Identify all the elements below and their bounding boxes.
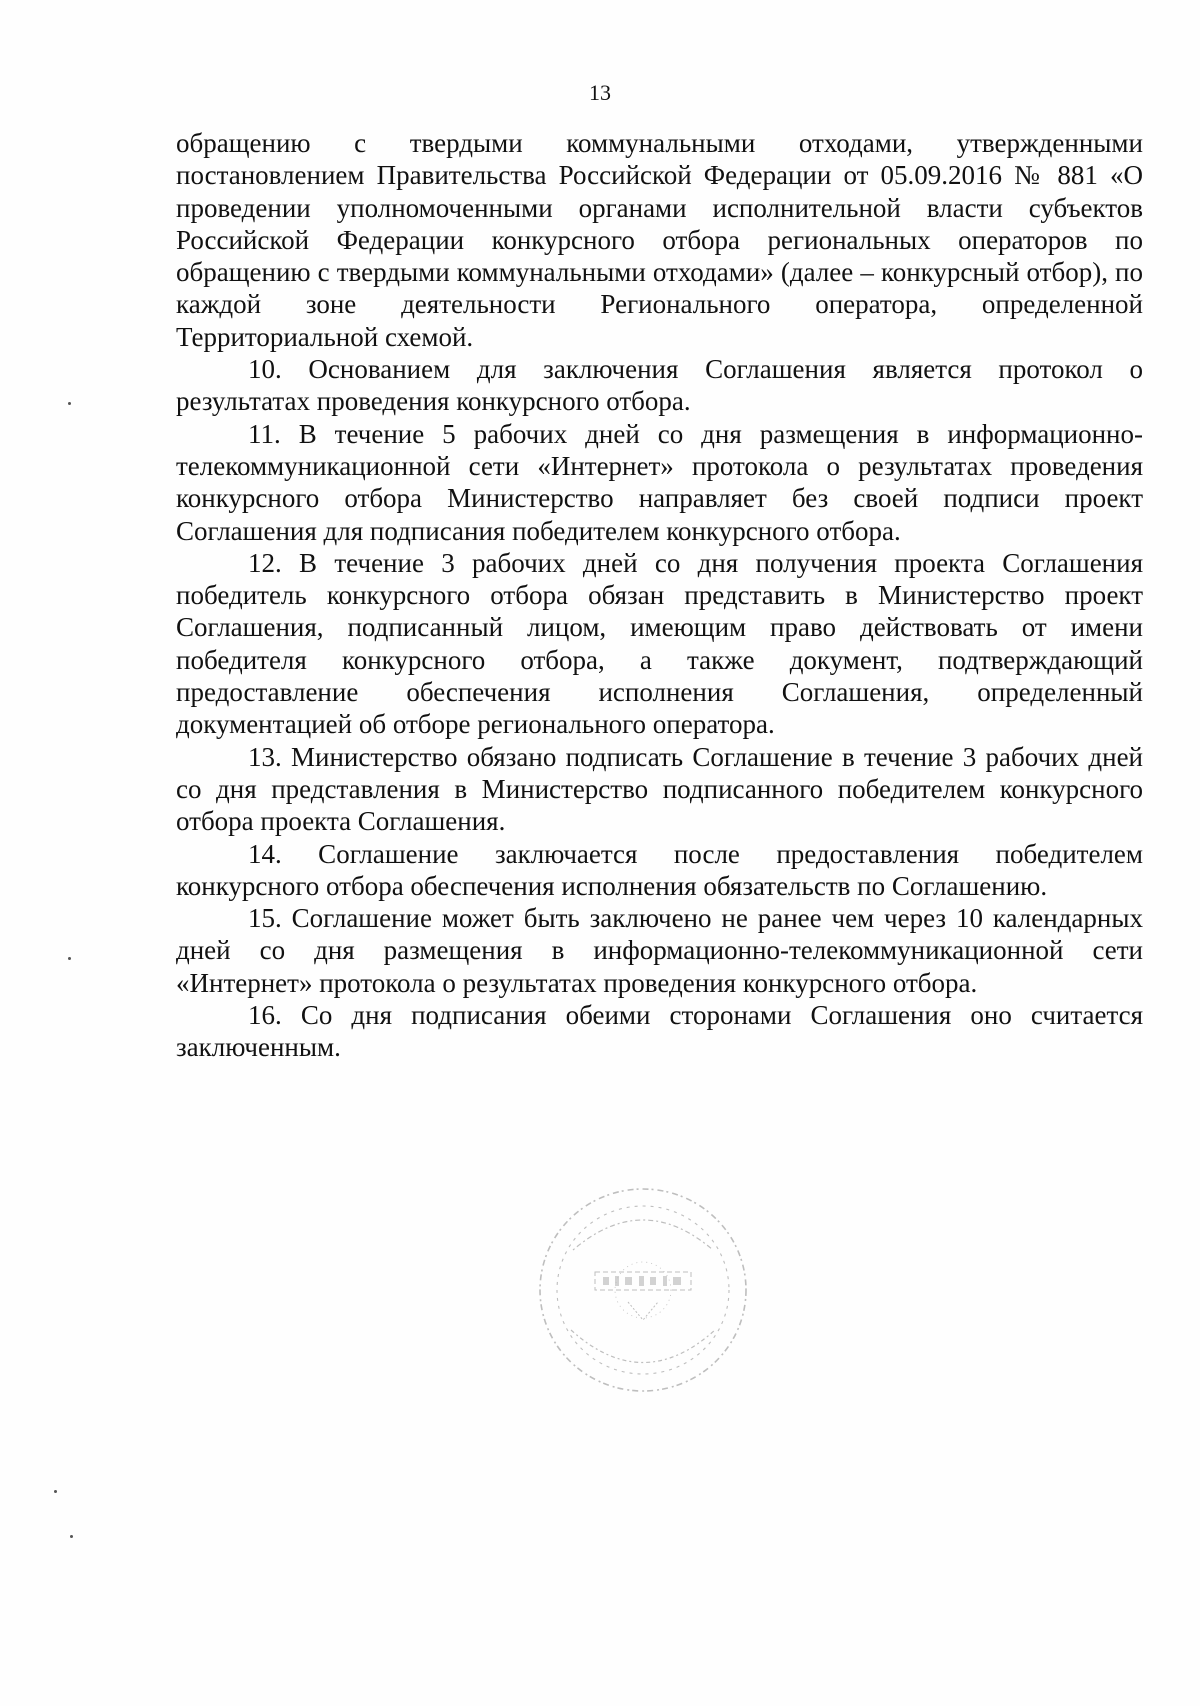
- first-line-word: с: [354, 128, 367, 158]
- scan-artifact-dot: [54, 1490, 57, 1493]
- first-line-word: коммунальными: [566, 128, 756, 158]
- document-body: [176, 127, 1143, 1064]
- first-line: [176, 127, 1143, 159]
- paragraph-13: 13. Министерство обязано подписать Соглашение в течение 3 рабочих дней со дня представления в Министерство подписанного победителем конкурсного отбора проекта Соглашения.: [176, 741, 1143, 837]
- first-line-word: отходами,: [798, 128, 914, 158]
- paragraph-10: 10. Основанием для заключения Соглашения является протокол о результатах проведения конкурсного отбора.: [176, 354, 1143, 417]
- page-number: 13: [589, 80, 611, 105]
- continuation-paragraph: постановлением Правительства Российской Федерации от 05.09.2016 № 881 «О проведении уполномоченными органами исполнительной власти субъектов Российской Федерации конкурсного отбора региональных операторов по обращению с твердыми коммунальными отходами» (далее – конкурсный отбор), по каждой зоне деятельности Регионального оператора, определенной Территориальной схемой.: [176, 160, 1143, 352]
- scan-artifact-dot: [70, 1535, 73, 1538]
- first-line-word: обращению: [176, 128, 311, 158]
- scan-artifact-dot: [68, 957, 71, 960]
- paragraph-16: 16. Со дня подписания обеими сторонами Соглашения оно считается заключенным.: [176, 1000, 1143, 1063]
- paragraph-11: 11. В течение 5 рабочих дней со дня размещения в информационно-телекоммуникационной сети «Интернет» протокола о результатах проведения конкурсного отбора Министерство направляет без своей подписи проект Соглашения для подписания победителем конкурсного отбора.: [176, 418, 1143, 546]
- scan-artifact-dot: [68, 402, 71, 405]
- paragraph-15: 15. Соглашение может быть заключено не ранее чем через 10 календарных дней со дня размещения в информационно-телекоммуникационной сети «Интернет» протокола о результатах проведения конкурсного отбора.: [176, 903, 1143, 998]
- official-seal-stamp: [533, 1180, 753, 1400]
- paragraph-12: 12. В течение 3 рабочих дней со дня получения проекта Соглашения победитель конкурсного отбора обязан представить в Министерство проект Соглашения, подписанный лицом, имеющим право действовать от имени победителя конкурсного отбора, а также документ, подтверждающий предоставление обеспечения исполнения Соглашения, определенный документацией об отборе регионального оператора.: [176, 547, 1143, 740]
- first-line-word: твердыми: [409, 128, 523, 158]
- first-line-word: утвержденными: [956, 128, 1143, 158]
- paragraph-14: 14. Соглашение заключается после предоставления победителем конкурсного отбора обеспечения исполнения обязательств по Соглашению.: [176, 838, 1143, 901]
